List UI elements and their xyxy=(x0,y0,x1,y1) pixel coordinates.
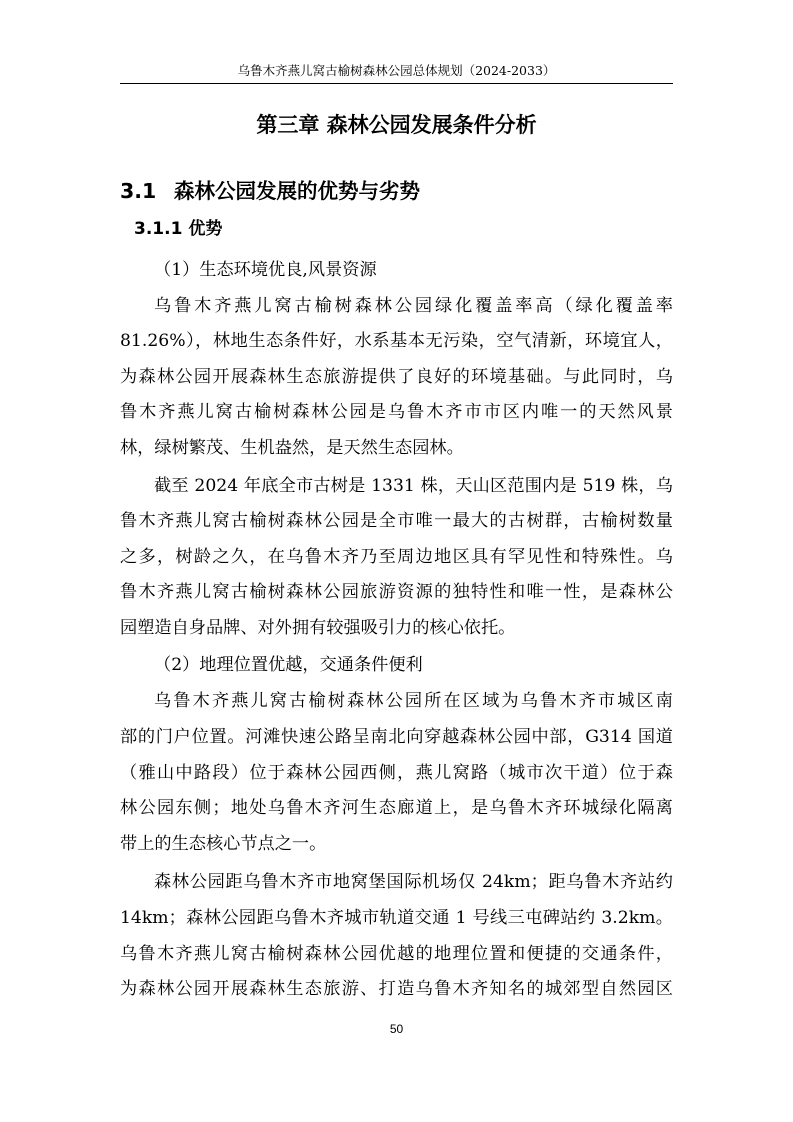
header-divider xyxy=(120,83,673,84)
chapter-title: 第三章 森林公园发展条件分析 xyxy=(256,113,537,137)
paragraph-line: 鲁木齐燕儿窝古榆树森林公园是全市唯一最大的古树群，古榆树数量 xyxy=(120,511,673,531)
paragraph-line: 乌鲁木齐燕儿窝古榆树森林公园绿化覆盖率高（绿化覆盖率 xyxy=(154,296,673,316)
paragraph-line: 园塑造自身品牌、对外拥有较强吸引力的核心依托。 xyxy=(120,618,516,638)
item-heading: （2）地理位置优越，交通条件便利 xyxy=(154,655,423,675)
paragraph-line: 81.26%），林地生态条件好，水系基本无污染，空气清新，环境宜人， xyxy=(120,331,673,351)
page-number: 50 xyxy=(389,1022,404,1036)
paragraph-line: 为森林公园开展森林生态旅游提供了良好的环境基础。与此同时，乌 xyxy=(120,367,673,387)
item-heading: （1）生态环境优良,风景资源 xyxy=(154,260,377,280)
paragraph-line: 鲁木齐燕儿窝古榆树森林公园旅游资源的独特性和唯一性，是森林公 xyxy=(120,582,673,602)
paragraph-line: 截至 2024 年底全市古树是 1331 株，天山区范围内是 519 株，乌 xyxy=(154,476,673,496)
paragraph-line: 林，绿树繁茂、生机盎然，是天然生态园林。 xyxy=(120,438,464,458)
paragraph-line: 带上的生态核心节点之一。 xyxy=(120,834,327,854)
paragraph-line: 林公园东侧；地处乌鲁木齐河生态廊道上，是乌鲁木齐环城绿化隔离 xyxy=(120,798,673,818)
running-header: 乌鲁木齐燕儿窝古榆树森林公园总体规划（2024-2033） xyxy=(237,63,556,78)
paragraph-line: 14km；森林公园距乌鲁木齐城市轨道交通 1 号线三屯碑站约 3.2km。 xyxy=(120,908,673,928)
paragraph-line: 乌鲁木齐燕儿窝古榆树森林公园所在区域为乌鲁木齐市城区南 xyxy=(154,691,673,711)
paragraph-line: 之多，树龄之久，在乌鲁木齐乃至周边地区具有罕见性和特殊性。乌 xyxy=(120,547,673,567)
paragraph-line: （雅山中路段）位于森林公园西侧，燕儿窝路（城市次干道）位于森 xyxy=(120,763,673,783)
section-number: 3.1 xyxy=(120,179,157,203)
paragraph-line: 为森林公园开展森林生态旅游、打造乌鲁木齐知名的城郊型自然园区 xyxy=(120,979,673,999)
section-title: 森林公园发展的优势与劣势 xyxy=(174,179,420,203)
paragraph-line: 部的门户位置。河滩快速公路呈南北向穿越森林公园中部，G314 国道 xyxy=(120,727,673,747)
paragraph-line: 鲁木齐燕儿窝古榆树森林公园是乌鲁木齐市市区内唯一的天然风景 xyxy=(120,402,673,422)
paragraph-line: 乌鲁木齐燕儿窝古榆树森林公园优越的地理位置和便捷的交通条件， xyxy=(120,944,673,964)
section-heading xyxy=(120,176,420,206)
paragraph-line: 森林公园距乌鲁木齐市地窝堡国际机场仅 24km；距乌鲁木齐站约 xyxy=(154,872,673,892)
subsection-heading: 3.1.1 优势 xyxy=(134,219,223,239)
